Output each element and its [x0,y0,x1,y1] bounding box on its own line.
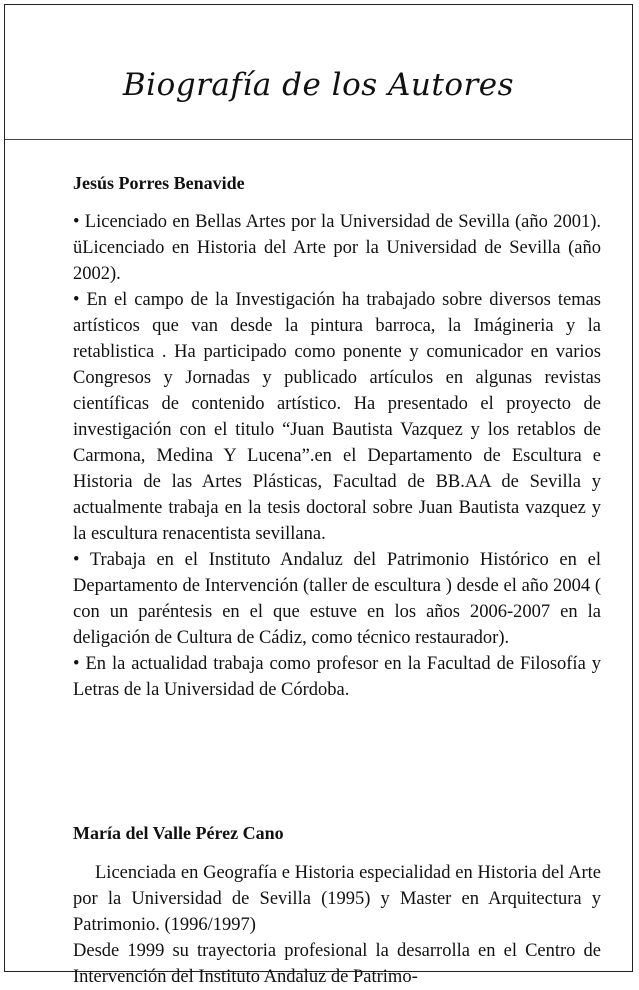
bio-paragraph: • Licenciado en Bellas Artes por la Universidad de Sevilla (año 2001). üLicenciado en Historia del Arte por la Universidad de Sevilla (año 2002). [73,212,601,284]
bio-paragraph: • En la actualidad trabaja como profesor en la Facultad de Filosofía y Letras de la Universidad de Córdoba. [73,654,601,700]
author-bio-1 [73,209,601,703]
bio-paragraph: • Trabaja en el Instituto Andaluz del Patrimonio Histórico en el Departamento de Intervención (taller de escultura ) desde el año 2004 ( con un paréntesis en el que estuve en los años 2006-2007 en la deligación de Cultura de Cádiz, como técnico restaurador). [73,550,601,648]
title-divider [5,139,632,140]
bio-paragraph: Licenciada en Geografía e Historia especialidad en Historia del Arte por la Universidad de Sevilla (1995) y Master en Arquitectura y Patrimonio. (1996/1997) [73,863,601,935]
bio-paragraph: • En el campo de la Investigación ha trabajado sobre diversos temas artísticos que van desde la pintura barroca, la Imágineria y la retablistica . Ha participado como ponente y comunicador en varios Congresos y Jornadas y publicado artículos en algunas revistas científicas de contenido artístico. Ha presentado el proyecto de investigación con el titulo “Juan Bautista Vazquez y los retablos de Carmona, Medina Y Lucena”.en el Departamento de Escultura e Historia de las Artes Plásticas, Facultad de BB.AA de Sevilla y actualmente trabaja en la tesis doctoral sobre Juan Bautista vazquez y la escultura renacentista sevillana. [73,290,601,544]
author-name-1: Jesús Porres Benavide [73,173,245,193]
bio-paragraph: Desde 1999 su trayectoria profesional la desarrolla en el Centro de Intervención del Instituto Andaluz de Patrimo- [73,941,601,987]
page-title: Biografía de los Autores [122,67,515,103]
author-name-2: María del Valle Pérez Cano [73,823,284,843]
author-bio-2 [73,860,601,990]
page-frame [4,4,633,987]
